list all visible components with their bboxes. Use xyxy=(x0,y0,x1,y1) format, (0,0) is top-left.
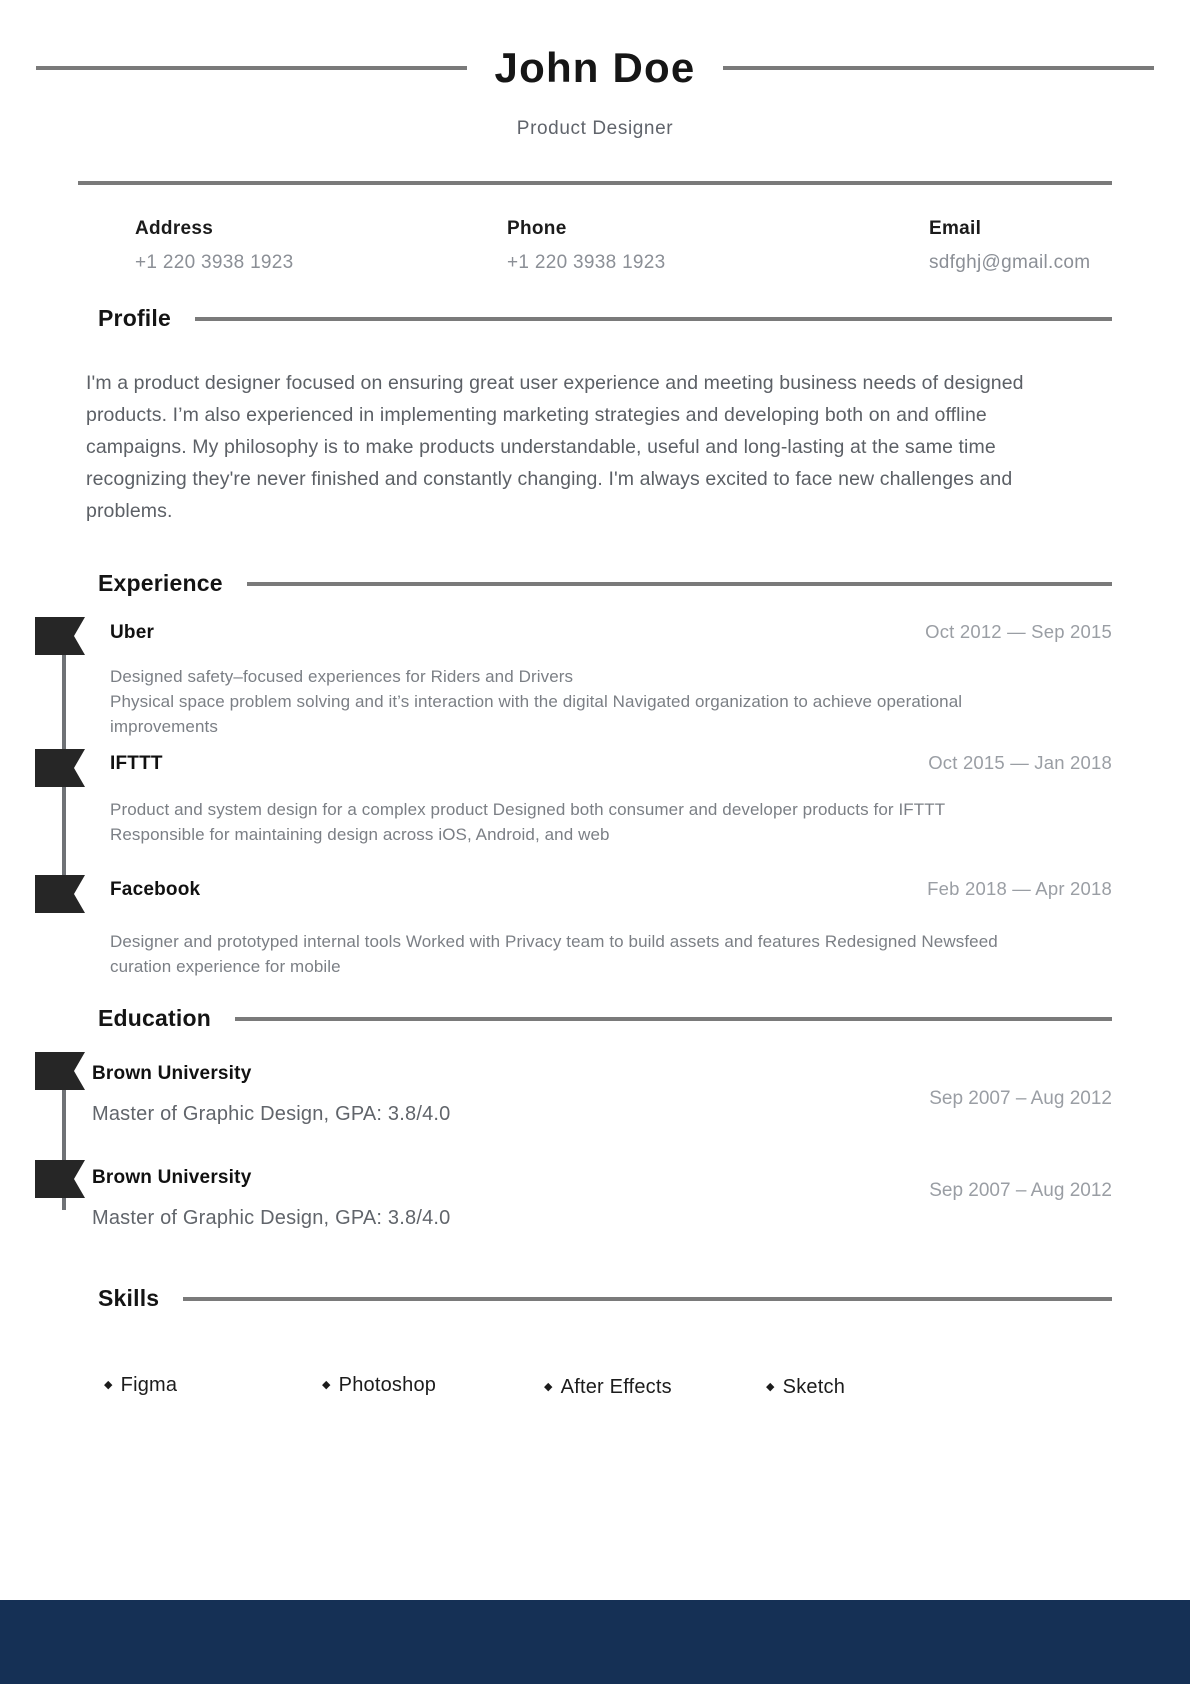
skill-label: Figma xyxy=(120,1374,178,1396)
experience-description xyxy=(110,664,1010,739)
skill-item xyxy=(104,1372,322,1399)
header-rule-right xyxy=(723,66,1154,70)
experience-date: Oct 2015 — Jan 2018 xyxy=(928,752,1112,773)
experience-desc-line: Product and system design for a complex product Designed both consumer and developer products for IFTTT xyxy=(110,800,946,819)
section-heading-education xyxy=(98,1005,1112,1032)
experience-entry xyxy=(110,752,1112,847)
education-title: Education xyxy=(98,1005,211,1031)
experience-org: Facebook xyxy=(110,879,201,900)
section-heading-profile xyxy=(98,305,1112,332)
skill-item xyxy=(322,1372,544,1399)
phone-label: Phone xyxy=(507,218,567,239)
experience-entry xyxy=(110,878,1112,979)
experience-date: Feb 2018 — Apr 2018 xyxy=(927,878,1112,899)
section-heading-skills xyxy=(98,1285,1112,1312)
name-row xyxy=(0,40,1190,96)
email-label: Email xyxy=(929,218,982,239)
timeline-flag-icon xyxy=(35,875,85,913)
experience-org: IFTTT xyxy=(110,753,163,774)
contact-section xyxy=(135,218,1112,274)
resume-header xyxy=(0,40,1190,150)
profile-title: Profile xyxy=(98,305,171,331)
page-title: John Doe xyxy=(494,44,696,91)
experience-desc-line: Designed safety–focused experiences for Riders and Drivers xyxy=(110,667,574,686)
phone-value: +1 220 3938 1923 xyxy=(507,252,666,273)
education-entry xyxy=(92,1063,692,1126)
experience-desc-line: Responsible for maintaining design across iOS, Android, and web xyxy=(110,825,610,844)
education-org: Brown University xyxy=(92,1167,252,1188)
experience-title: Experience xyxy=(98,570,223,596)
skills-title: Skills xyxy=(98,1285,160,1311)
education-degree: Master of Graphic Design, GPA: 3.8/4.0 xyxy=(92,1103,451,1125)
section-heading-experience xyxy=(98,570,1112,597)
timeline-flag-icon xyxy=(35,749,85,787)
education-rule xyxy=(235,1017,1112,1021)
experience-entry-header xyxy=(110,878,1112,901)
experience-description xyxy=(110,797,1010,847)
footer-bar xyxy=(0,1600,1190,1684)
skills-rule xyxy=(183,1297,1112,1301)
contact-address xyxy=(135,218,507,274)
experience-org: Uber xyxy=(110,622,155,643)
header-rule-left xyxy=(36,66,467,70)
diamond-bullet-icon: ◆ xyxy=(766,1381,775,1393)
experience-entry xyxy=(110,621,1112,739)
education-degree: Master of Graphic Design, GPA: 3.8/4.0 xyxy=(92,1207,451,1229)
timeline-flag-icon xyxy=(35,1160,85,1198)
diamond-bullet-icon: ◆ xyxy=(104,1379,113,1391)
education-entry xyxy=(92,1167,692,1230)
diamond-bullet-icon: ◆ xyxy=(544,1381,553,1393)
experience-desc-line: Physical space problem solving and it’s interaction with the digital Navigated organization to achieve operational improvements xyxy=(110,692,963,736)
contact-phone xyxy=(507,218,879,274)
experience-entry-header xyxy=(110,752,1112,775)
education-date: Sep 2007 – Aug 2012 xyxy=(929,1088,1112,1109)
experience-desc-line: Designer and prototyped internal tools Worked with Privacy team to build assets and features Redesigned Newsfeed curation experience for mobile xyxy=(110,932,998,976)
diamond-bullet-icon: ◆ xyxy=(322,1379,331,1391)
timeline-flag-icon xyxy=(35,1052,85,1090)
profile-rule xyxy=(195,317,1112,321)
skill-item xyxy=(766,1376,845,1399)
skills-list xyxy=(104,1368,1112,1399)
experience-date: Oct 2012 — Sep 2015 xyxy=(925,621,1112,642)
skill-label: Photoshop xyxy=(338,1374,437,1396)
experience-rule xyxy=(247,582,1112,586)
education-org: Brown University xyxy=(92,1063,252,1084)
contact-divider xyxy=(78,181,1112,185)
email-value: sdfghj@gmail.com xyxy=(929,252,1091,273)
experience-entry-header xyxy=(110,621,1112,644)
skill-label: Sketch xyxy=(782,1376,846,1398)
education-date: Sep 2007 – Aug 2012 xyxy=(929,1180,1112,1201)
job-title: Product Designer xyxy=(516,118,674,139)
address-label: Address xyxy=(135,218,214,239)
profile-text: I'm a product designer focused on ensuring great user experience and meeting business needs of designed products. I’m also experienced in implementing marketing strategies and developing both on and offline campaigns. My philosophy is to make products understandable, useful and long-lasting at the same time recognizing they're never finished and constantly changing. I'm always excited to face new challenges and problems. xyxy=(86,372,1024,522)
skill-item xyxy=(544,1376,766,1399)
experience-description xyxy=(110,929,1020,979)
skill-label: After Effects xyxy=(560,1376,672,1398)
timeline-flag-icon xyxy=(35,617,85,655)
contact-email xyxy=(929,218,1090,274)
address-value: +1 220 3938 1923 xyxy=(135,252,294,273)
